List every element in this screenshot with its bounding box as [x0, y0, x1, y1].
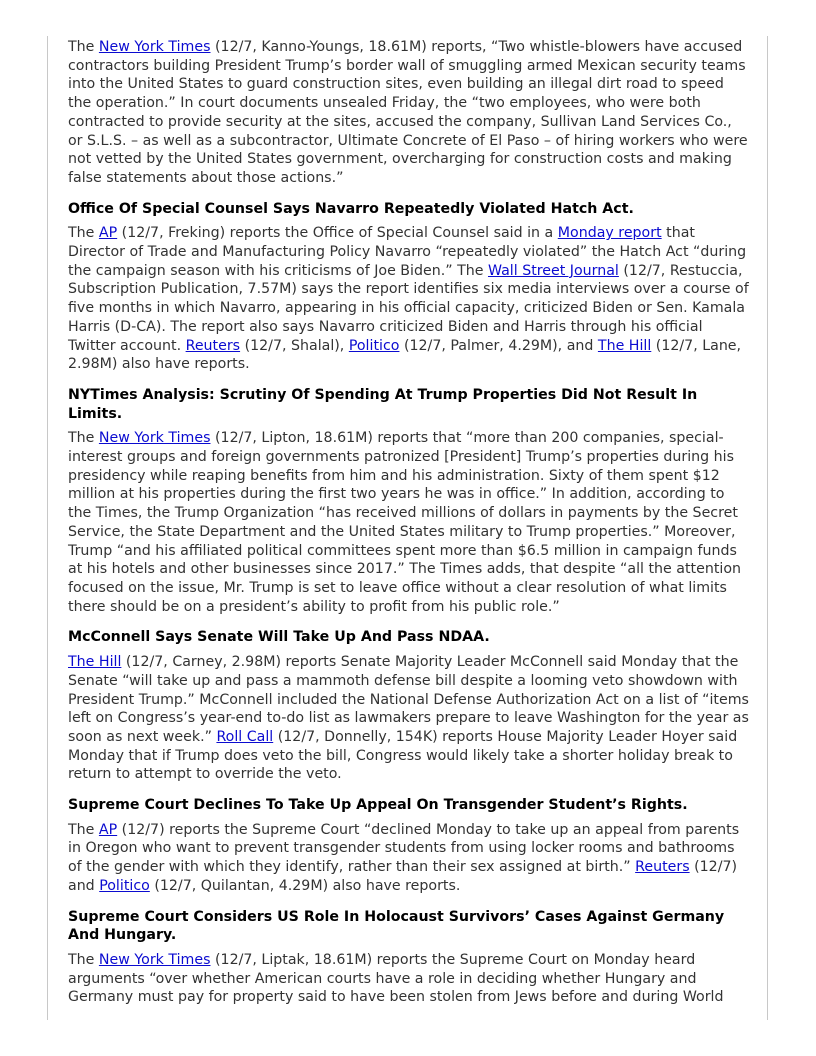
- article-ndaa-body: The Hill (12/7, Carney, 2.98M) reports Senate Majority Leader McConnell said Monday that the Senate “will take up and pass a mammoth defense bill despite a looming veto showdown with President Trump.” McConnell included the National Defense Authorization Act on a list of “items left on Congress’s year-end to-do list as lawmakers prepare to leave Washington for the year as soon as next week.” Roll Call (12/7, Donnelly, 154K) reports House Majority Leader Hoyer said Monday that if Trump does veto the bill, Congress would likely take a shorter holiday break to return to attempt to override the veto.: [68, 654, 749, 783]
- article-navarro-body: The AP (12/7, Freking) reports the Office of Special Counsel said in a Monday report that Director of Trade and Manufacturing Policy Navarro “repeatedly violated” the Hatch Act “during the campaign season with his criticisms of Joe Biden.” The Wall Street Journal (12/7, Restuccia, Subscription Publication, 7.57M) says the report identifies six media interviews over a course of five months in which Navarro, appearing in his official capacity, criticized Biden or Sen. Kamala Harris (D-CA). The report also says Navarro criticized Biden and Harris through his official Twitter account. Reuters (12/7, Shalal), Politico (12/7, Palmer, 4.29M), and The Hill (12/7, Lane, 2.98M) also have reports.: [68, 225, 749, 373]
- reuters-link[interactable]: Reuters: [185, 337, 241, 354]
- article-trump-properties-body: The New York Times (12/7, Lipton, 18.61M) reports that “more than 200 companies, special-interest groups and foreign governments patronized [President] Trump’s properties during his presidency while reaping benefits from him and his administration. Sixty of them spent $12 million at his properties during the first two years he was in office.” In addition, according to the Times, the Trump Organization “has received millions of dollars in payments by the Secret Service, the State Department and the United States military to Trump properties.” Moreover, Trump “and his affiliated political committees spent more than $6.5 million in campaign funds at his hotels and other businesses since 2017.” The Times adds, that despite “all the attention focused on the issue, Mr. Trump is set to leave office without a clear resolution of what limits there should be on a president’s ability to profit from his public role.”: [68, 430, 741, 615]
- ap-link[interactable]: AP: [98, 225, 118, 242]
- the-hill-link[interactable]: The Hill: [68, 654, 122, 671]
- document-content: [68, 38, 750, 1019]
- monday-report-link[interactable]: Monday report: [557, 225, 662, 242]
- nyt-link[interactable]: New York Times: [98, 430, 211, 447]
- headline-transgender-appeal: Supreme Court Declines To Take Up Appeal On Transgender Student’s Rights.: [68, 797, 688, 814]
- document-page: [47, 36, 768, 1020]
- headline-navarro: Office Of Special Counsel Says Navarro Repeatedly Violated Hatch Act.: [68, 200, 634, 217]
- headline-holocaust-survivors: Supreme Court Considers US Role In Holocaust Survivors’ Cases Against Germany And Hungary.: [68, 908, 725, 944]
- nyt-link[interactable]: New York Times: [98, 951, 211, 968]
- article-holocaust-survivors-body: The New York Times (12/7, Liptak, 18.61M) reports the Supreme Court on Monday heard arguments “over whether American courts have a role in deciding whether Hungary and Germany must pay for property said to have been stolen from Jews before and during World: [68, 951, 724, 1006]
- wsj-link[interactable]: Wall Street Journal: [487, 262, 619, 279]
- ap-link[interactable]: AP: [98, 821, 118, 838]
- nyt-link[interactable]: New York Times: [98, 39, 211, 55]
- intro-paragraph: The New York Times (12/7, Kanno-Youngs, 18.61M) reports, “Two whistle-blowers have accused contractors building President Trump’s border wall of smuggling armed Mexican security teams into the United States to guard construction sites, even building an illegal dirt road to speed the operation.” In court documents unsealed Friday, the “two employees, who were both contracted to provide security at the sites, accused the company, Sullivan Land Services Co., or S.L.S. – as well as a subcontractor, Ultimate Concrete of El Paso – of hiring workers who were not vetted by the United States government, overcharging for construction costs and making false statements about those actions.”: [68, 39, 748, 186]
- politico-link[interactable]: Politico: [99, 877, 150, 894]
- headline-trump-properties: NYTimes Analysis: Scrutiny Of Spending At Trump Properties Did Not Result In Limits.: [68, 386, 698, 422]
- the-hill-link[interactable]: The Hill: [597, 337, 652, 354]
- reuters-link[interactable]: Reuters: [635, 859, 690, 876]
- article-transgender-appeal-body: The AP (12/7) reports the Supreme Court “declined Monday to take up an appeal from parents in Oregon who want to prevent transgender students from using locker rooms and bathrooms of the gender with which they identify, rather than their sex assigned at birth.” Reuters (12/7) and Politico (12/7, Quilantan, 4.29M) also have reports.: [68, 821, 740, 894]
- roll-call-link[interactable]: Roll Call: [216, 728, 274, 745]
- politico-link[interactable]: Politico: [348, 337, 400, 354]
- headline-ndaa: McConnell Says Senate Will Take Up And Pass NDAA.: [68, 629, 490, 646]
